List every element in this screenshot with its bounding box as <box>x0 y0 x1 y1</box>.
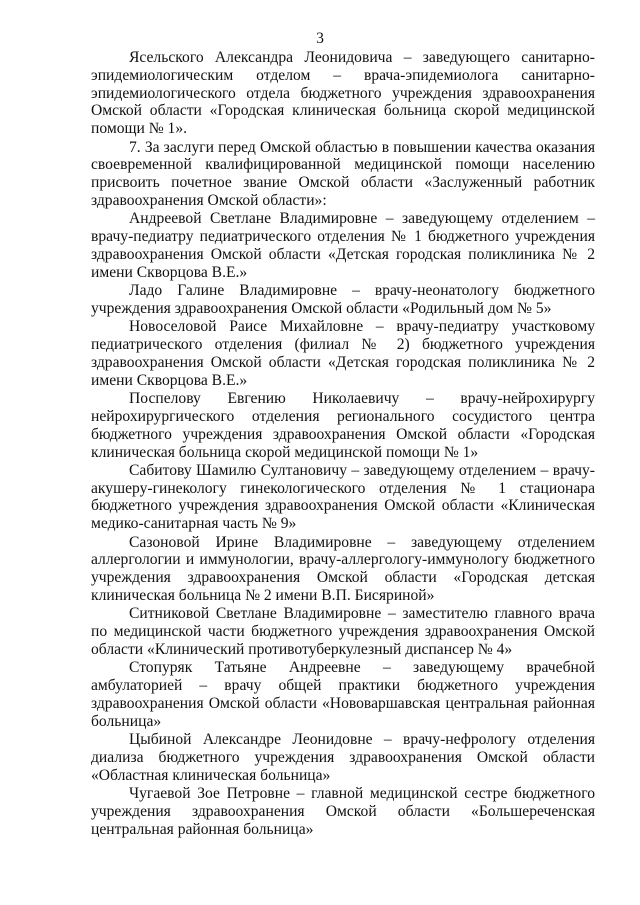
paragraph-award-section-7: 7. За заслуги перед Омской областью в повышении качества оказания своевременной квалифицированной медицинской помощи населению присвоить почетное звание Омской области «Заслуженный работник здравоохранения Омской области»: <box>91 138 595 209</box>
paragraph-sabitov: Сабитову Шамилю Султановичу – заведующему отделением – врачу-акушеру-гинекологу гинекологического отделения № 1 стационара бюджетного учреждения здравоохранения Омской области «Клиническая медико-санитарная часть № 9» <box>91 461 595 533</box>
document-body <box>91 49 595 839</box>
paragraph-stopuryak: Стопуряк Татьяне Андреевне – заведующему врачебной амбулаторией – врачу общей практики бюджетного учреждения здравоохранения Омской области «Нововаршавская центральная районная больница» <box>91 659 595 730</box>
paragraph-pospelov: Поспелову Евгению Николаевичу – врачу-нейрохирургу нейрохирургического отделения регионального сосудистого центра бюджетного учреждения здравоохранения Омской области «Городская клиническая больница скорой медицинской помощи № 1» <box>91 390 595 461</box>
paragraph-yaselsky: Ясельского Александра Леонидовича – заведующего санитарно-эпидемиологическим отделом – врача-эпидемиолога санитарно-эпидемиологического отдела бюджетного учреждения здравоохранения Омской области «Городская клиническая больница скорой медицинской помощи № 1». <box>91 49 595 138</box>
paragraph-tsybina: Цыбиной Александре Леонидовне – врачу-нефрологу отделения диализа бюджетного учреждения здравоохранения Омской области «Областная клиническая больница» <box>91 731 595 784</box>
paragraph-sitnikova: Ситниковой Светлане Владимировне – заместителю главного врача по медицинской части бюджетного учреждения здравоохранения Омской области «Клинический противотуберкулезный диспансер № 4» <box>91 605 595 659</box>
paragraph-andreeva: Андреевой Светлане Владимировне – заведующему отделением – врачу-педиатру педиатрического отделения № 1 бюджетного учреждения здравоохранения Омской области «Детская городская поликлиника № 2 имени Скворцова В.Е.» <box>91 210 595 281</box>
page-number: 3 <box>316 30 324 47</box>
paragraph-lado: Ладо Галине Владимировне – врачу-неонатологу бюджетного учреждения здравоохранения Омской области «Родильный дом № 5» <box>91 282 595 317</box>
paragraph-novoselova: Новоселовой Раисе Михайловне – врачу-педиатру участковому педиатрического отделения (филиал № 2) бюджетного учреждения здравоохранения Омской области «Детская городская поликлиника № 2 имени Скворцова В.Е.» <box>91 318 595 389</box>
paragraph-sazonova: Сазоновой Ирине Владимировне – заведующему отделением аллергологии и иммунологии, врачу-аллергологу-иммунологу бюджетного учреждения здравоохранения Омской области «Городская детская клиническая больница № 2 имени В.П. Бисяриной» <box>91 533 595 605</box>
paragraph-chugaeva: Чугаевой Зое Петровне – главной медицинской сестре бюджетного учреждения здравоохранения Омской области «Большереченская центральная районная больница» <box>91 785 595 838</box>
